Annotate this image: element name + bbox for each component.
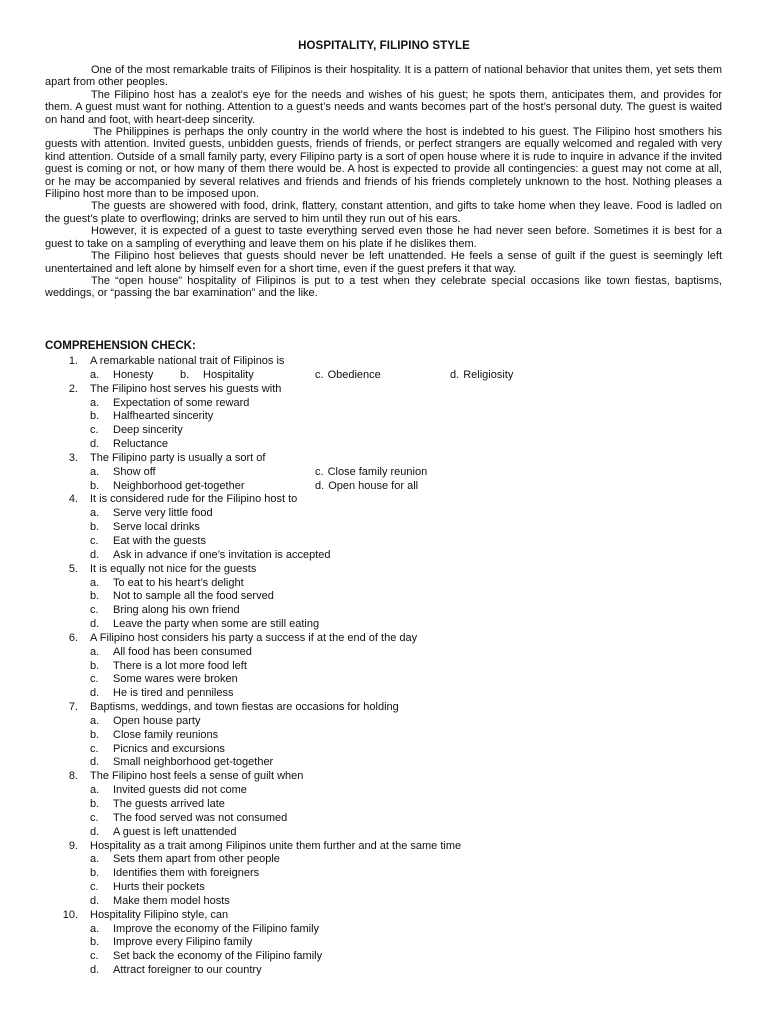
question-text: The Filipino host feels a sense of guilt when [90, 770, 304, 783]
option-letter: a. [90, 396, 100, 409]
option-text: Expectation of some reward [113, 396, 250, 409]
option-letter: a. [90, 853, 100, 866]
option-letter: d. [90, 548, 100, 561]
question-number: 5. [68, 562, 78, 575]
option-text: The guests arrived late [113, 798, 225, 810]
question-number: 2. [68, 382, 78, 395]
comprehension-check-heading: COMPREHENSION CHECK: [45, 340, 196, 352]
option-letter: b. [90, 798, 100, 810]
option-letter: b. [180, 368, 190, 381]
option-letter: c. [90, 881, 99, 894]
option-letter: a. [90, 368, 100, 381]
option-text: Religiosity [463, 368, 514, 381]
answer-option [315, 466, 427, 478]
question-item [45, 909, 735, 978]
option-text: Deep sincerity [113, 424, 183, 437]
question-text: The Filipino host serves his guests with [90, 382, 282, 395]
question-number: 10. [62, 908, 78, 921]
option-text: Hurts their pockets [113, 881, 205, 894]
option-text: Some wares were broken [113, 673, 238, 686]
option-text: Sets them apart from other people [113, 853, 280, 866]
question-number: 8. [68, 770, 78, 783]
option-letter: d. [90, 618, 100, 631]
option-letter: d. [450, 368, 460, 381]
passage-paragraph: The Philippines is perhaps the only country in the world where the host is indebted to his guest. The Filipino host smothers his guests with attention. Invited guests, unbidden guests, friends of friends, or perfect strangers are equally welcomed and regaled with very kind attention. Outside of a small family party, every Filipino party is a sort of open house where it is rude to inquire in advance if the invited guest is coming or not, or how many of them there would be. A host is expected to provide all contingencies: a guest may not come at all, or he may be accompanied by several relatives and friends and friends of his friends completely unknown to the host. Nothing pleases a Filipino host more than to be imposed upon. [45, 126, 722, 201]
option-letter: d. [90, 894, 100, 907]
option-letter: d. [90, 687, 100, 700]
option-letter: d. [90, 756, 100, 769]
option-text: Honesty [113, 368, 154, 381]
question-number: 3. [68, 451, 78, 464]
option-letter: a. [90, 576, 100, 589]
option-letter: d. [90, 964, 100, 977]
option-text: Set back the economy of the Filipino family [113, 950, 323, 963]
option-letter: b. [90, 479, 100, 492]
option-letter: b. [90, 728, 100, 741]
answer-option [315, 480, 418, 492]
option-text: Open house for all [328, 479, 419, 492]
option-text: Improve every Filipino family [113, 936, 253, 949]
option-text: Attract foreigner to our country [113, 964, 262, 977]
passage-paragraph: The guests are showered with food, drink, flattery, constant attention, and gifts to take home when they leave. Food is ladled on the guest’s plate to overflowing; drinks are served to him until they run out of his ears. [45, 200, 722, 225]
option-text: The food served was not consumed [113, 811, 288, 824]
option-text: Not to sample all the food served [113, 590, 274, 603]
option-text: Leave the party when some are still eating [113, 618, 320, 631]
passage-paragraph: One of the most remarkable traits of Filipinos is their hospitality. It is a pattern of national behavior that unites them, yet sets them apart from other peoples. [45, 64, 722, 89]
option-text: There is a lot more food left [113, 659, 247, 672]
option-text: Obedience [327, 368, 381, 381]
option-letter: c. [90, 811, 99, 824]
option-letter: c. [90, 673, 99, 686]
question-item [45, 701, 735, 770]
question-item [45, 632, 735, 701]
option-letter: c. [90, 604, 99, 617]
option-text: All food has been consumed [113, 645, 252, 658]
question-item [45, 383, 735, 452]
question-item [45, 452, 735, 494]
passage-paragraph: The “open house” hospitality of Filipinos is put to a test when they celebrate special occasions like town fiestas, baptisms, weddings, or “passing the bar examination” and the like. [45, 274, 722, 300]
question-number: 7. [68, 701, 78, 714]
option-text: Show off [113, 465, 156, 478]
passage-paragraph: The Filipino host believes that guests should never be left unattended. He feels a sense of guilt if the guest is seemingly left unentertained and left alone by himself even for a short time, even if the guest prefers it that way. [45, 250, 722, 275]
option-letter: a. [90, 465, 100, 478]
question-item [45, 840, 735, 909]
passage-paragraph: However, it is expected of a guest to taste everything served even those he had never seen before. Sometimes it is best for a guest to take on a sampling of everything and leave them on his plate if he dislikes them. [45, 225, 722, 250]
answer-option [315, 369, 381, 381]
option-letter: b. [90, 867, 100, 880]
question-number: 9. [68, 839, 78, 852]
option-text: Bring along his own friend [113, 604, 240, 617]
option-text: He is tired and penniless [113, 687, 234, 700]
option-text: Invited guests did not come [113, 784, 247, 797]
option-letter: c. [90, 424, 99, 437]
option-text: Eat with the guests [113, 534, 206, 547]
option-letter: b. [90, 410, 100, 423]
option-text: Small neighborhood get-together [113, 756, 274, 769]
option-letter: c. [315, 368, 324, 381]
option-letter: a. [90, 507, 100, 520]
option-letter: a. [90, 784, 100, 797]
passage-paragraph: The Filipino host has a zealot’s eye for the needs and wishes of his guest; he spots them, anticipates them, and provides for them. A guest must want for nothing. Attention to a guest’s needs and wants becomes part of the host’s personal duty. The guest is waited on hand and foot, with heart-deep sincerity. [45, 88, 722, 126]
option-letter: b. [90, 521, 100, 534]
option-text: Close family reunion [327, 465, 428, 478]
question-item [45, 355, 735, 383]
option-letter: b. [90, 659, 100, 672]
question-text: Baptisms, weddings, and town fiestas are occasions for holding [90, 701, 399, 714]
question-text: Hospitality Filipino style, can [90, 908, 229, 921]
option-text: A guest is left unattended [113, 825, 237, 838]
question-item [45, 563, 735, 632]
option-text: Halfhearted sincerity [113, 410, 214, 423]
question-number: 4. [68, 493, 78, 506]
option-letter: b. [90, 590, 100, 603]
option-letter: a. [90, 922, 100, 935]
option-text: Identifies them with foreigners [113, 867, 260, 880]
option-letter: d. [90, 825, 100, 838]
option-text: Serve very little food [113, 507, 213, 520]
question-item [45, 493, 735, 562]
document-title: HOSPITALITY, FILIPINO STYLE [298, 40, 470, 52]
option-letter: a. [90, 645, 100, 658]
option-text: Open house party [113, 714, 201, 727]
question-text: The Filipino party is usually a sort of [90, 451, 266, 464]
question-text: Hospitality as a trait among Filipinos unite them further and at the same time [90, 839, 462, 852]
option-text: Serve local drinks [113, 521, 200, 534]
answer-option [450, 369, 513, 381]
option-text: Improve the economy of the Filipino family [113, 922, 320, 935]
option-letter: c. [90, 742, 99, 755]
question-text: A remarkable national trait of Filipinos is [90, 355, 285, 367]
option-text: Hospitality [203, 368, 254, 381]
option-text: Picnics and excursions [113, 742, 225, 755]
option-letter: c. [90, 534, 99, 547]
question-item [45, 770, 735, 839]
option-letter: d. [90, 438, 100, 451]
option-text: Reluctance [113, 438, 169, 451]
reading-passage [45, 64, 722, 300]
question-text: It is equally not nice for the guests [90, 562, 257, 575]
question-list [45, 355, 735, 978]
option-text: To eat to his heart’s delight [113, 576, 244, 589]
question-text: It is considered rude for the Filipino host to [90, 493, 298, 506]
option-letter: c. [315, 465, 324, 478]
option-text: Make them model hosts [113, 894, 230, 907]
option-letter: a. [90, 714, 100, 727]
question-number: 6. [68, 631, 78, 644]
option-text: Neighborhood get-together [113, 479, 245, 492]
option-text: Close family reunions [113, 728, 219, 741]
option-letter: d. [315, 479, 325, 492]
question-number: 1. [68, 355, 78, 367]
option-letter: c. [90, 950, 99, 963]
option-text: Ask in advance if one’s invitation is accepted [113, 548, 331, 561]
option-letter: b. [90, 936, 100, 949]
question-text: A Filipino host considers his party a success if at the end of the day [90, 631, 418, 644]
